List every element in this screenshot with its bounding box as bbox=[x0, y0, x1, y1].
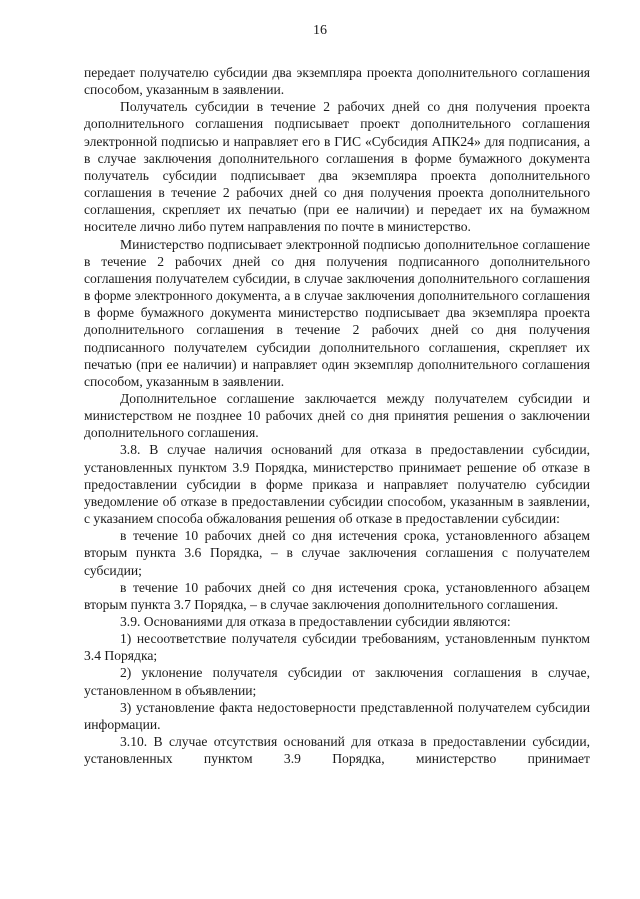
page-number: 16 bbox=[313, 23, 327, 38]
document-body bbox=[84, 64, 590, 767]
clause-3-8-item-1: в течение 10 рабочих дней со дня истечения срока, установленного абзацем вторым пункта 3.6 Порядка, – в случае заключения соглашения с получателем субсидии; bbox=[84, 528, 590, 578]
paragraph-agreement-term: Дополнительное соглашение заключается между получателем субсидии и министерством не позднее 10 рабочих дней со дня принятия решения о заключении дополнительного соглашения. bbox=[84, 390, 590, 441]
clause-3-8-item-2: в течение 10 рабочих дней со дня истечения срока, установленного абзацем вторым пункта 3.7 Порядка, – в случае заключения дополнительного соглашения. bbox=[84, 579, 590, 612]
clause-3-9-item-2: 2) уклонение получателя субсидии от заключения соглашения в случае, установленном в объявлении; bbox=[84, 665, 590, 698]
clause-3-9: 3.9. Основаниями для отказа в предоставлении субсидии являются: bbox=[120, 614, 511, 629]
paragraph-recipient-signing: Получатель субсидии в течение 2 рабочих дней со дня получения проекта дополнительного соглашения подписывает проект дополнительного соглашения электронной подписью и направляет его в ГИС «Субсидия АПК24» для подписания, а в случае заключения дополнительного соглашения в форме бумажного документа получатель субсидии подписывает два экземпляра проекта дополнительного соглашения в течение 2 рабочих дней со дня получения проекта дополнительного соглашения, скрепляет их печатью (при ее наличии) и передает их на бумажном носителе лично либо путем направления по почте в министерство. bbox=[84, 99, 590, 235]
paragraph-continuation: передает получателю субсидии два экземпляра проекта дополнительного соглашения способом, указанным в заявлении. bbox=[84, 65, 590, 98]
paragraph-ministry-signing: Министерство подписывает электронной подписью дополнительное соглашение в течение 2 рабочих дней со дня получения подписанного дополнительного соглашения получателем субсидии, в случае заключения дополнительного соглашения в форме электронного документа, а в случае заключения дополнительного соглашения в форме бумажного документа министерство подписывает два экземпляра проекта дополнительного соглашения в течение 2 рабочих дней со дня получения подписанного получателем субсидии дополнительного соглашения, скрепляет их печатью (при ее наличии) и направляет один экземпляр дополнительного соглашения способом, указанным в заявлении. bbox=[84, 236, 590, 389]
clause-3-9-item-3: 3) установление факта недостоверности представленной получателем субсидии информации. bbox=[84, 699, 590, 732]
clause-3-9-item-1: 1) несоответствие получателя субсидии требованиям, установленным пунктом 3.4 Порядка; bbox=[84, 631, 590, 664]
clause-3-10: 3.10. В случае отсутствия оснований для отказа в предоставлении субсидии, установленных пунктом 3.9 Порядка, министерство принимает bbox=[84, 734, 590, 767]
clause-3-8: 3.8. В случае наличия оснований для отказа в предоставлении субсидии, установленных пунктом 3.9 Порядка, министерство принимает решение об отказе в предоставлении субсидии в форме приказа и направляет получателю субсидии уведомление об отказе в предоставлении субсидии способом, указанным в заявлении, с указанием способа обжалования решения об отказе в предоставлении субсидии: bbox=[84, 442, 590, 527]
